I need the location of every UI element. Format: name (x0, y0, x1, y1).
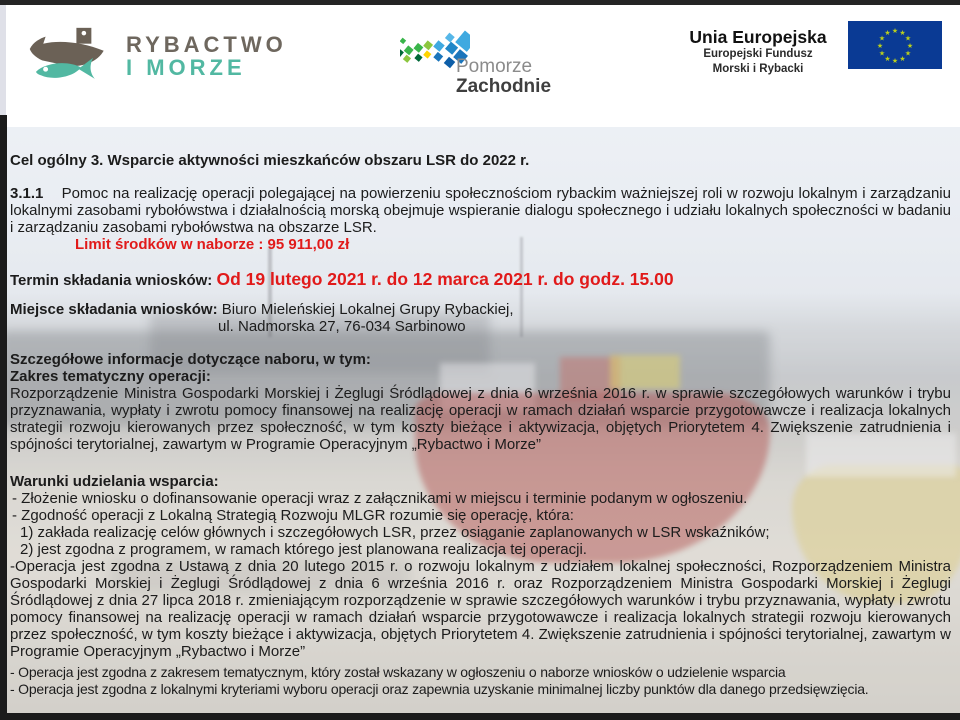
goal-heading: Cel ogólny 3. Wsparcie aktywności mieszkańców obszaru LSR do 2022 r. (10, 152, 530, 169)
rybactwo-logo-subtitle: I MORZE (126, 55, 246, 80)
law-paragraph: -Operacja jest zgodna z Ustawą z dnia 20 lutego 2015 r. o rozwoju lokalnym z udziałem lokalnej społeczności, Rozporządzeniem Ministra Gospodarki Morskiej i Żeglugi Śródlądowej z dnia 6 września 2016 r. oraz Rozporządzeniem Ministra Gospodarki Morskiej i Żeglugi Śródlądowej z dnia 27 lipca 2018 r. zmieniającym rozporządzenie w sprawie szczegółowych warunków i trybu przyznawania, wypłaty i zwrotu pomocy finansowej na realizację operacji w ramach działań wsparcie przygotowawcze i realizacja lokalnych strategii rozwoju kierowanych przez społeczność, w tym koszty bieżące i aktywizacja, objętych Priorytetem 4. Zwiększenie zatrudnienia i spójności terytorialnej, zawartym w Programie Operacyjnym „Rybactwo i Morze” (10, 558, 951, 660)
rybactwo-morze-logo (28, 19, 287, 93)
top-border (0, 0, 960, 5)
funds-limit: Limit środków w naborze : 95 911,00 zł (75, 236, 350, 253)
pomorze-logo-line2: Zachodnie (456, 75, 552, 97)
svg-text:★: ★ (904, 49, 912, 58)
condition-subitem: 1) zakłada realizację celów głównych i szczegółowych LSR, przez osiąganie zaplanowanych w LSR wskaźników; (20, 524, 770, 541)
place-value: Biuro Mieleńskiej Lokalnej Grupy Rybackiej, (221, 301, 514, 318)
condition-item: - Złożenie wniosku o dofinansowanie operacji wraz z załącznikami w miejscu i terminie podanym w ogłoszeniu. (12, 490, 748, 507)
eu-logo (678, 21, 942, 77)
svg-text:★: ★ (906, 42, 914, 50)
deadline-label: Termin składania wniosków: (10, 272, 213, 289)
svg-text:★: ★ (904, 34, 912, 43)
deadline-line (10, 269, 951, 291)
left-border (0, 115, 7, 720)
svg-text:★: ★ (899, 29, 906, 37)
eu-flag-icon (848, 21, 942, 69)
place-address: ul. Nadmorska 27, 76-034 Sarbinowo (218, 318, 466, 335)
rybactwo-logo-title: RYBACTWO (126, 31, 287, 57)
pomorze-logo-text (456, 57, 551, 97)
svg-text:★: ★ (899, 55, 906, 63)
deadline-value: Od 19 lutego 2021 r. do 12 marca 2021 r. do godz. 15.00 (216, 269, 674, 289)
final-condition-item: - Operacja jest zgodna z zakresem tematycznym, który został wskazany w ogłoszeniu o naborze wniosków o udzielenie wsparcia (10, 664, 786, 680)
announcement-text (10, 127, 951, 698)
conditions-heading: Warunki udzielania wsparcia: (10, 473, 219, 490)
svg-text:★: ★ (876, 42, 884, 50)
svg-text:★: ★ (884, 29, 891, 37)
place-label: Miejsce składania wniosków: (10, 301, 218, 318)
point-paragraph (10, 185, 951, 236)
details-heading: Szczegółowe informacje dotyczące naboru, w tym: (10, 351, 371, 368)
condition-subitem: 2) jest zgodna z programem, w ramach którego jest planowana realizacja tej operacji. (20, 541, 587, 558)
final-condition-item: - Operacja jest zgodna z lokalnymi kryteriami wyboru operacji oraz zapewnia uzyskanie minimalnej liczby punktów dla danego przedsięwzięcia. (10, 681, 869, 697)
submission-place-line (10, 301, 951, 335)
svg-text:★: ★ (891, 27, 899, 35)
logo-header (0, 5, 960, 127)
boat-fish-icon (28, 19, 116, 93)
bottom-border (0, 713, 960, 720)
header-left-edge (0, 5, 6, 127)
svg-text:★: ★ (878, 49, 886, 58)
condition-item: - Zgodność operacji z Lokalną Strategią Rozwoju MLGR rozumie się operację, która: (12, 507, 574, 524)
scope-heading: Zakres tematyczny operacji: (10, 368, 211, 385)
svg-text:★: ★ (884, 55, 891, 63)
svg-text:★: ★ (891, 57, 899, 65)
scope-paragraph: Rozporządzenie Ministra Gospodarki Morskiej i Żeglugi Śródlądowej z dnia 6 września 2016 r. w sprawie szczegółowych warunków i trybu przyznawania, wypłaty i zwrotu pomocy finansowej na realizację operacji w ramach działań wsparcie przygotowawcze i realizacja lokalnych strategii rozwoju kierowanych przez społeczność, w tym koszty bieżące i aktywizacja, objętych Priorytetem 4. Zwiększenie zatrudnienia i spójności terytorialnej, zawartym w Programie Operacyjnym „Rybactwo i Morze” (10, 385, 951, 453)
rybactwo-logo-text (126, 33, 287, 79)
eu-logo-title: Unia Europejska (689, 27, 827, 47)
eu-logo-subtitle2: Morski i Rybacki (712, 63, 804, 76)
svg-text:★: ★ (878, 34, 886, 43)
final-conditions (10, 664, 951, 698)
eu-logo-text (678, 27, 838, 77)
point-number: 3.1.1 (10, 185, 44, 202)
eu-logo-subtitle1: Europejski Fundusz (703, 48, 813, 61)
pomorze-logo-line1: Pomorze (456, 56, 533, 77)
pomorze-zachodnie-logo (400, 13, 551, 97)
point-text: Pomoc na realizację operacji polegającej na powierzeniu społecznościom rybackim ważniejszej roli w rozwoju lokalnym i zarządzaniu lokalnymi zasobami rybołówstwa i działalnością morską obejmuje wspieranie dialogu społecznego i udziału lokalnych społeczności w badaniu i zarządzaniu zasobami rybołówstwa na obszarze LSR. (10, 185, 951, 236)
